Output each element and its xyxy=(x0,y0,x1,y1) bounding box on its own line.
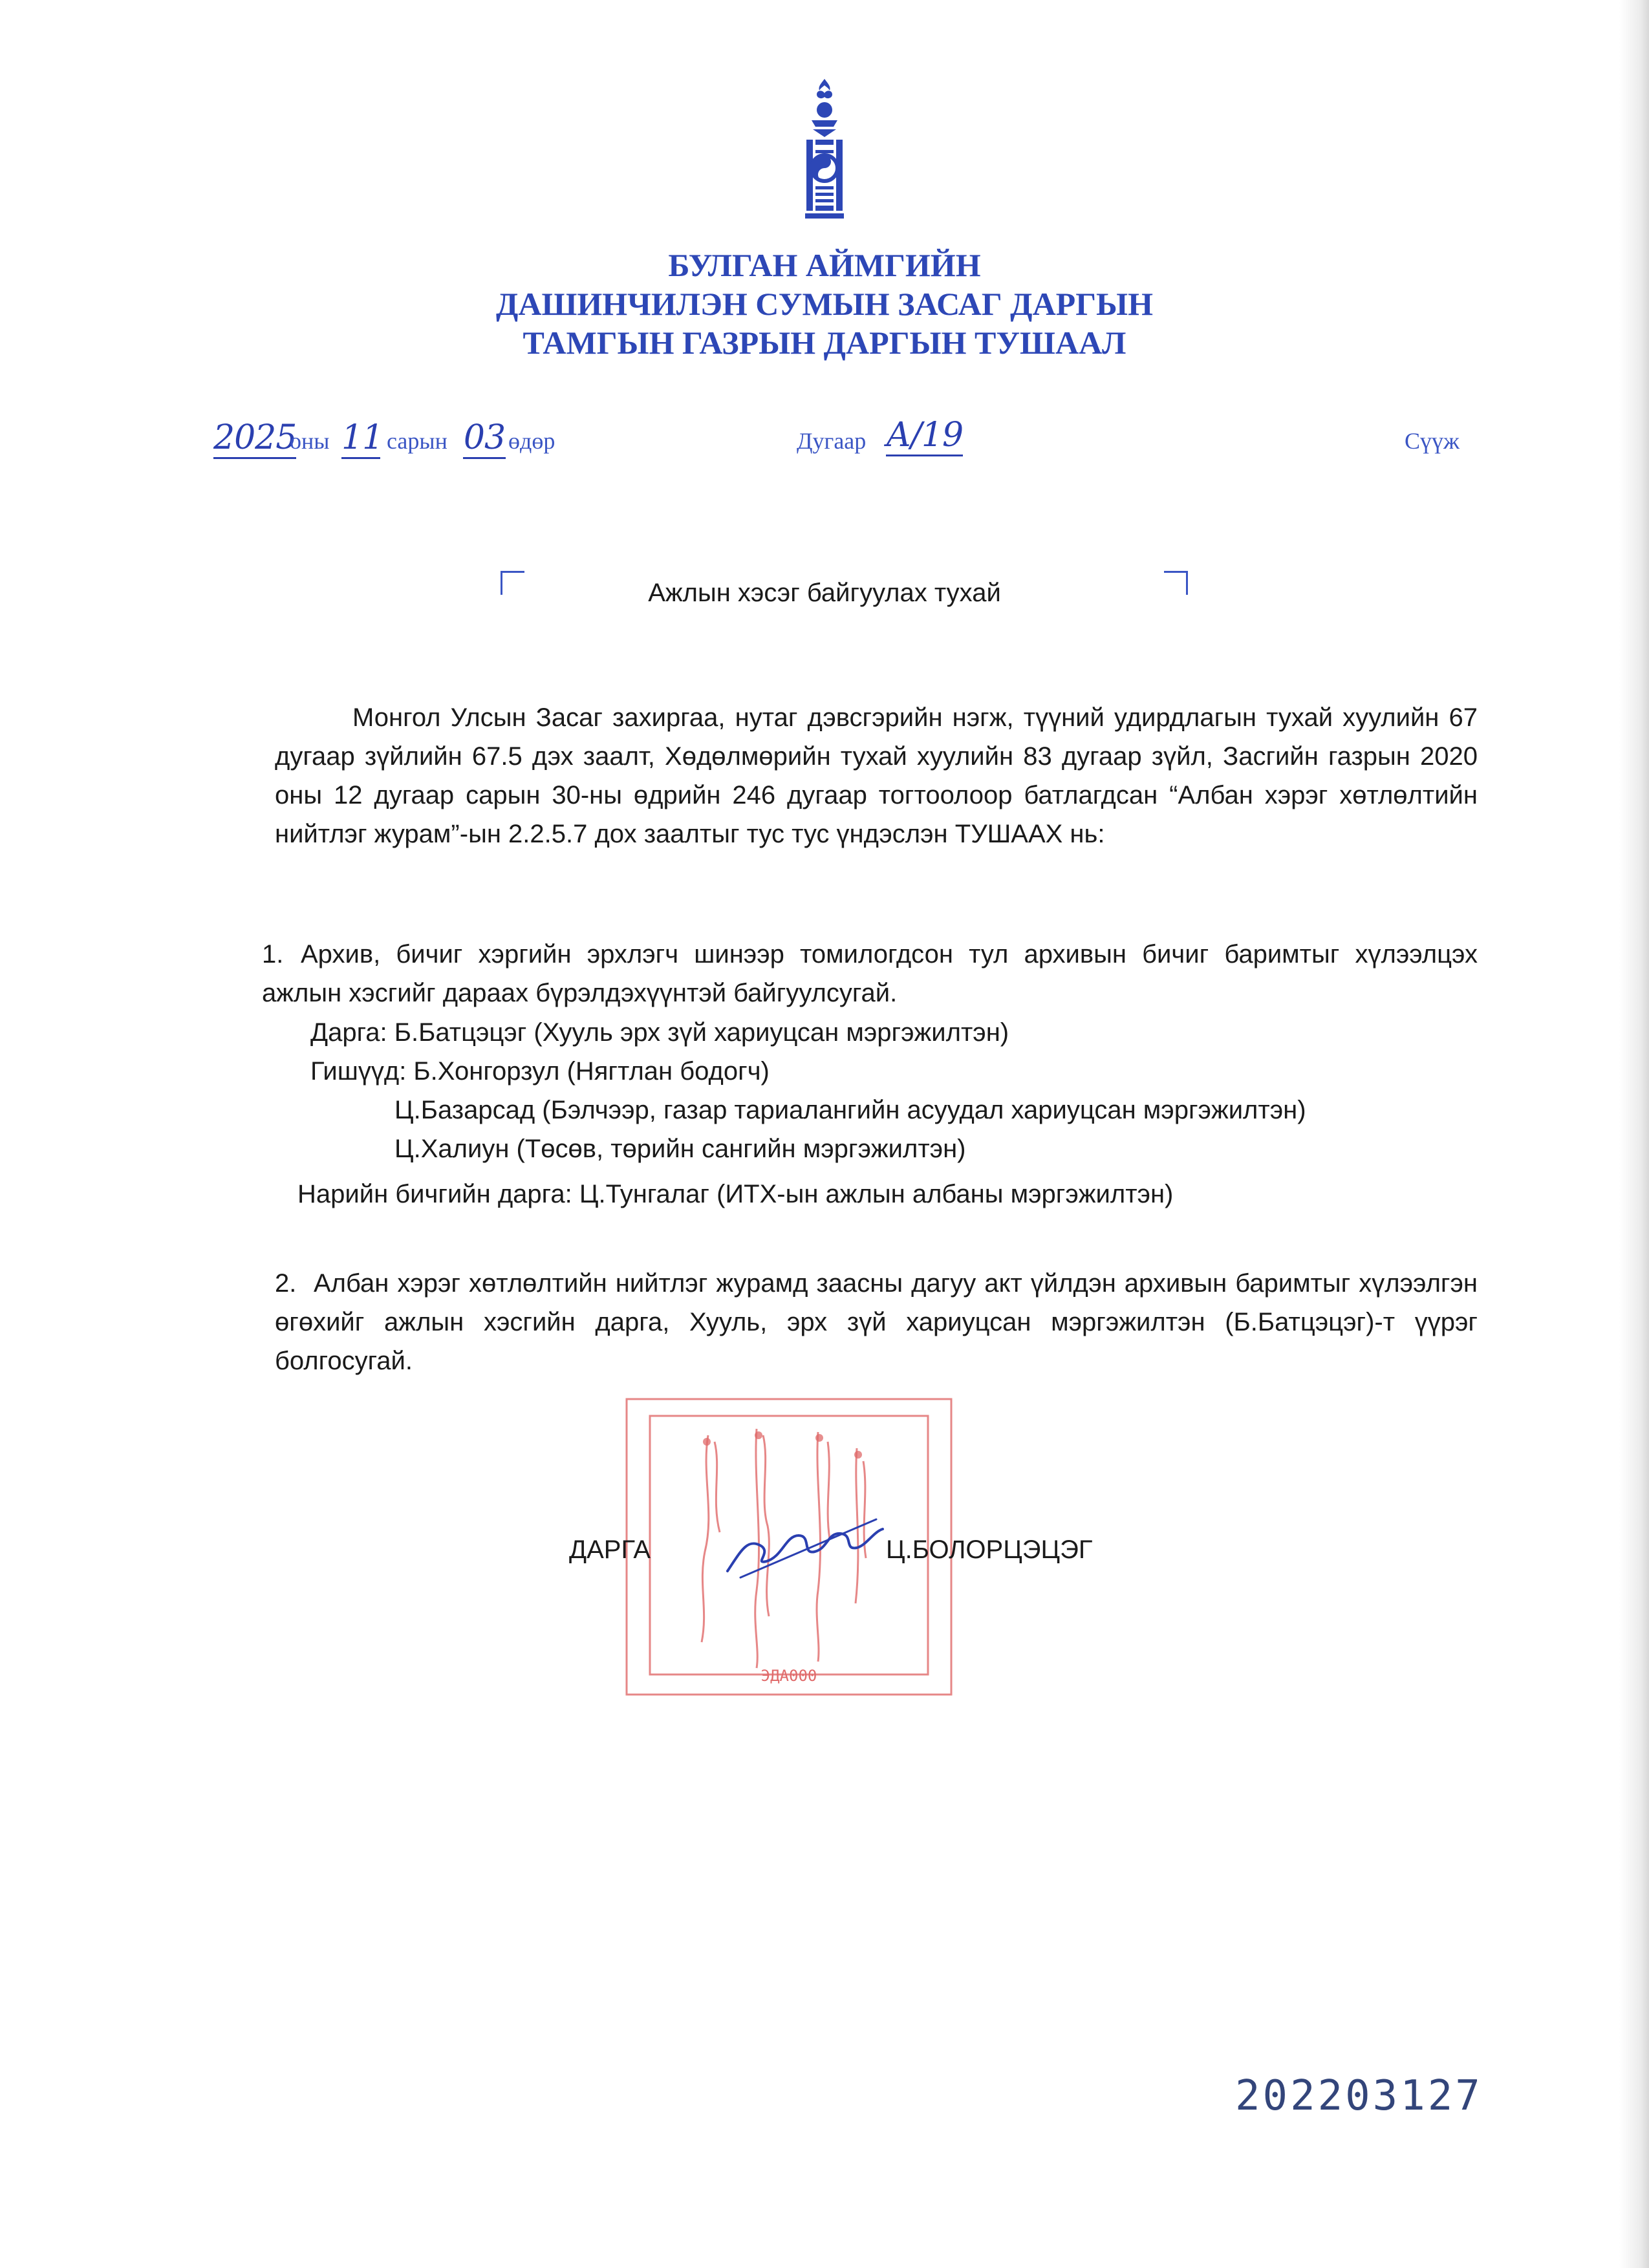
member-chair: Дарга: Б.Батцэцэг (Хууль эрх зүй хариуцсан мэргэжилтэн) xyxy=(310,1018,1009,1047)
org-line-1: БУЛГАН АЙМГИЙН xyxy=(668,247,981,283)
subject-title: Ажлын хэсэг байгуулах тухай xyxy=(648,579,1001,607)
item-1-number: 1. xyxy=(262,940,284,968)
org-line-3: ТАМГЫН ГАЗРЫН ДАРГЫН ТУШААЛ xyxy=(523,325,1126,361)
item-2-text: Албан хэрэг хөтлөлтийн нийтлэг журамд заасны дагуу акт үйлдэн архивын баримтыг хүлээлгэн өгөхийг ажлын хэсгийн дарга, Хууль, эрх зүй хариуцсан мэргэжилтэн (Б.Батцэцэг)-т үүрэг болгосугай. xyxy=(275,1269,1478,1375)
date-day: 03 xyxy=(463,418,506,459)
stamp-code: ЭДА000 xyxy=(760,1667,817,1685)
member-secretary: Нарийн бичгийн дарга: Ц.Тунгалаг (ИТХ-ын ажлын албаны мэргэжилтэн) xyxy=(297,1180,1174,1208)
preamble-paragraph: Монгол Улсын Засаг захиргаа, нутаг дэвсгэрийн нэгж, түүний удирдлагын тухай хуулийн 67 дугаар зүйлийн 67.5 дэх заалт, Хөдөлмөрийн тухай хуулийн 83 дугаар зүйл, Засгийн газрын 2020 оны 12 дугаар сарын 30-ны өдрийн 246 дугаар тогтоолоор батлагдсан “Албан хэрэг хөтлөлтийн нийтлэг журам”-ын 2.2.5.7 дох заалтыг тус тус үндэслэн ТУШААХ нь: xyxy=(275,703,1478,848)
order-number: А/19 xyxy=(886,416,963,456)
item-1-text: Архив, бичиг хэргийн эрхлэгч шинээр томилогдсон тул архивын бичиг баримтыг хүлээлцэх ажлын хэсгийг дараах бүрэлдэхүүнтэй байгуулсугай. xyxy=(262,940,1478,1007)
item-2-number: 2. xyxy=(275,1269,297,1298)
order-number-label: Дугаар xyxy=(797,428,867,454)
order-item-2 xyxy=(275,1264,1478,1380)
organization-header xyxy=(323,246,1326,362)
handwritten-signature xyxy=(721,1500,889,1584)
org-line-2: ДАШИНЧИЛЭН СУМЫН ЗАСАГ ДАРГЫН xyxy=(495,286,1154,322)
member-list-start: Гишүүд: Б.Хонгорзул (Нягтлан бодогч) xyxy=(310,1057,770,1086)
mongolia-state-emblem-icon xyxy=(792,78,857,226)
signatory-title: ДАРГА xyxy=(569,1535,651,1564)
date-month: 11 xyxy=(341,418,380,459)
member-bazarsad: Ц.Базарсад (Бэлчээр, газар тариалангийн асуудал хариуцсан мэргэжилтэн) xyxy=(394,1096,1306,1124)
order-item-1 xyxy=(262,935,1478,1012)
member-khaliun: Ц.Халиун (Төсөв, төрийн сангийн мэргэжилтэн) xyxy=(394,1135,966,1163)
place-name: Сүүж xyxy=(1405,428,1460,454)
date-year-suffix: оны xyxy=(290,428,330,454)
scan-edge-shadow xyxy=(1619,0,1649,2268)
date-year: 2025 xyxy=(213,418,296,459)
dateline xyxy=(0,416,1649,469)
date-day-suffix: өдөр xyxy=(508,428,555,454)
date-month-suffix: сарын xyxy=(387,428,447,454)
signatory-name: Ц.БОЛОРЦЭЦЭГ xyxy=(886,1535,1093,1564)
serial-number: 202203127 xyxy=(1235,2072,1483,2120)
